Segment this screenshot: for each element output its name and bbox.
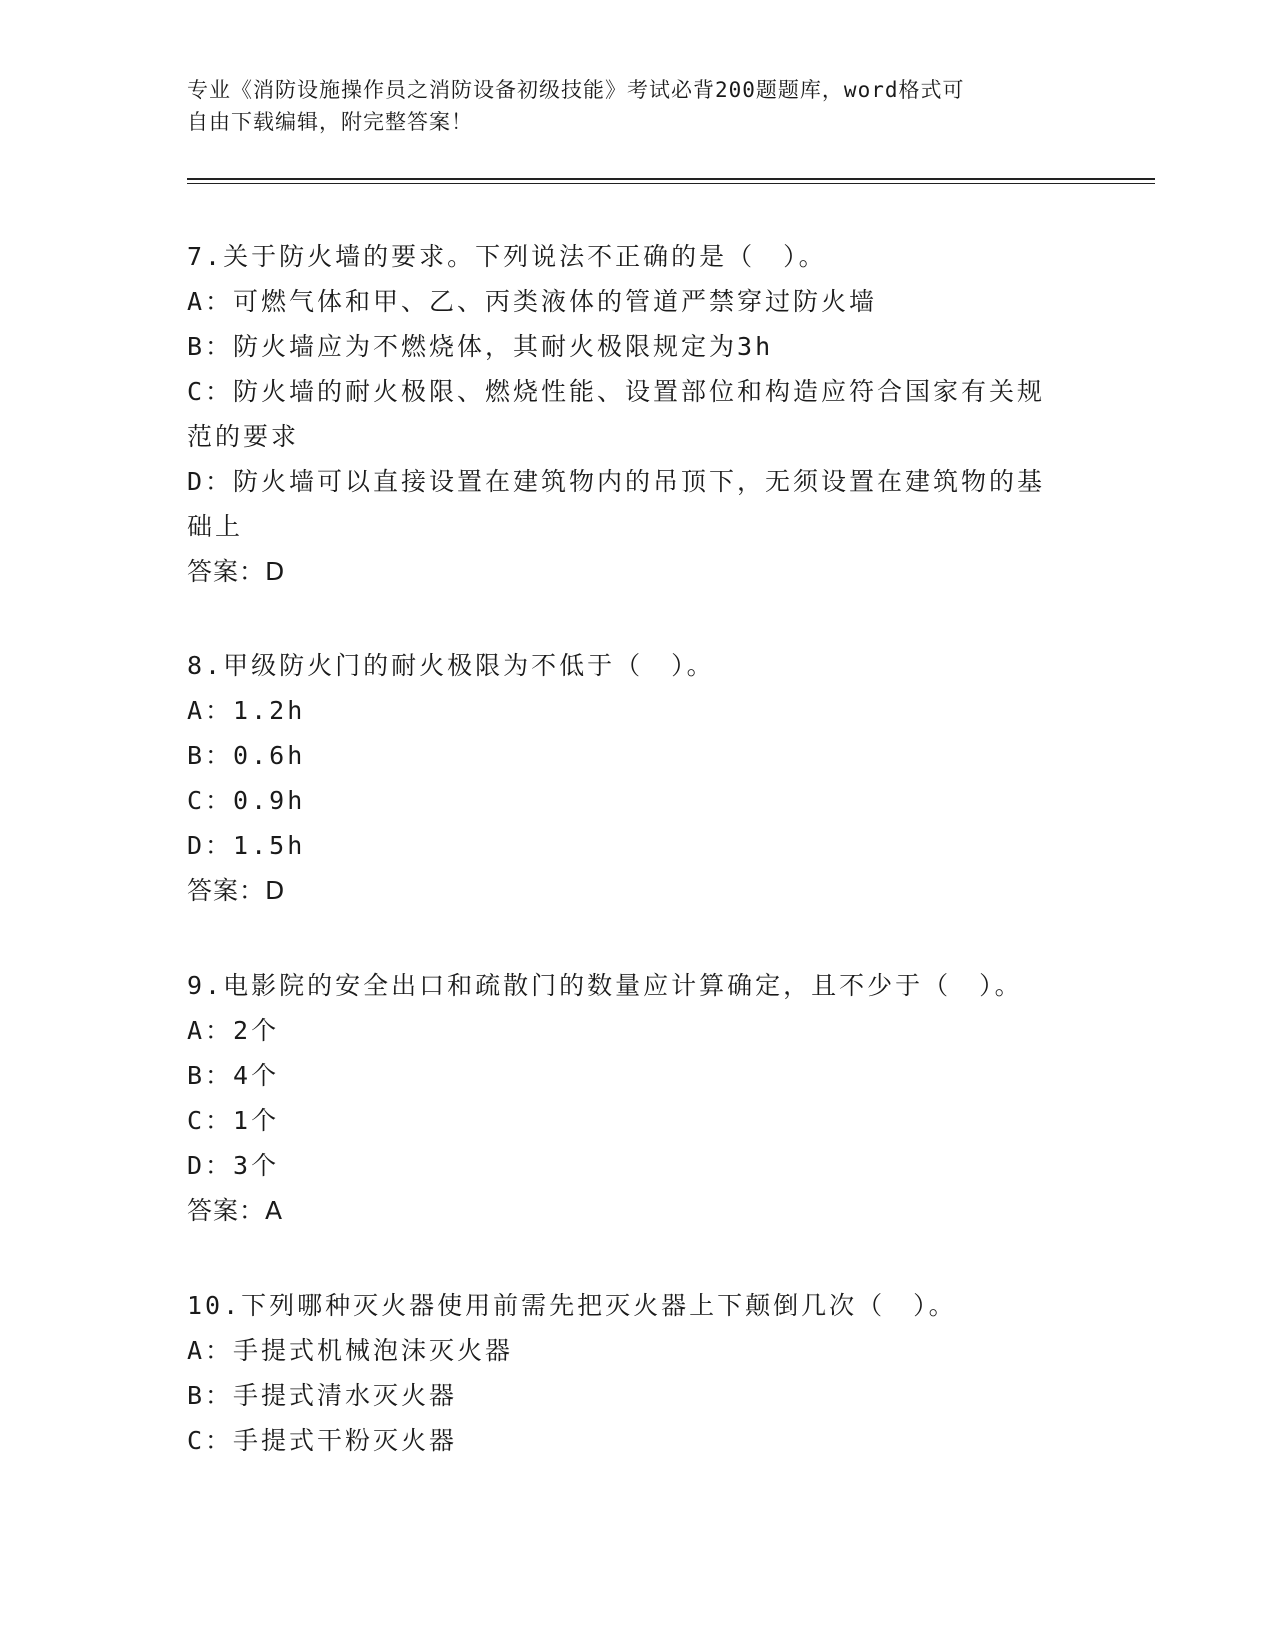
option-c: C：手提式干粉灭火器 <box>187 1426 458 1455</box>
option-a: A：1.2h <box>187 696 306 725</box>
answer-line: 答案：D <box>187 557 286 586</box>
answer-line: 答案：D <box>187 876 286 905</box>
option-b: B：4个 <box>187 1061 280 1090</box>
header-divider-thick <box>187 178 1155 180</box>
option-a: A：可燃气体和甲、乙、丙类液体的管道严禁穿过防火墙 <box>187 287 878 316</box>
option-b: B：手提式清水灭火器 <box>187 1381 458 1410</box>
option-c-continued: 范的要求 <box>187 422 300 451</box>
document-header <box>187 74 1087 138</box>
option-c: C：1个 <box>187 1106 280 1135</box>
question-stem: 8.甲级防火门的耐火极限为不低于（ ）。 <box>187 651 715 680</box>
question-stem: 7.关于防火墙的要求。下列说法不正确的是（ ）。 <box>187 242 827 271</box>
header-divider-thin <box>187 183 1155 184</box>
option-a: A：2个 <box>187 1016 280 1045</box>
header-line-2: 自由下载编辑，附完整答案！ <box>187 110 473 134</box>
header-line-1: 专业《消防设施操作员之消防设备初级技能》考试必背200题题库，word格式可 <box>187 78 965 102</box>
option-b: B：防火墙应为不燃烧体，其耐火极限规定为3h <box>187 332 774 361</box>
option-d: D：防火墙可以直接设置在建筑物内的吊顶下，无须设置在建筑物的基 <box>187 467 1046 496</box>
option-c: C：0.9h <box>187 786 306 815</box>
option-a: A：手提式机械泡沫灭火器 <box>187 1336 514 1365</box>
option-d: D：3个 <box>187 1151 280 1180</box>
question-7 <box>187 234 1087 594</box>
option-d-continued: 础上 <box>187 512 244 541</box>
option-b: B：0.6h <box>187 741 306 770</box>
question-stem: 10.下列哪种灭火器使用前需先把灭火器上下颠倒几次（ ）。 <box>187 1291 957 1320</box>
option-d: D：1.5h <box>187 831 306 860</box>
question-10 <box>187 1283 1087 1463</box>
question-stem: 9.电影院的安全出口和疏散门的数量应计算确定，且不少于（ ）。 <box>187 971 1023 1000</box>
option-c: C：防火墙的耐火极限、燃烧性能、设置部位和构造应符合国家有关规 <box>187 377 1046 406</box>
question-9 <box>187 963 1087 1233</box>
answer-line: 答案：A <box>187 1196 284 1225</box>
question-8 <box>187 643 1087 913</box>
